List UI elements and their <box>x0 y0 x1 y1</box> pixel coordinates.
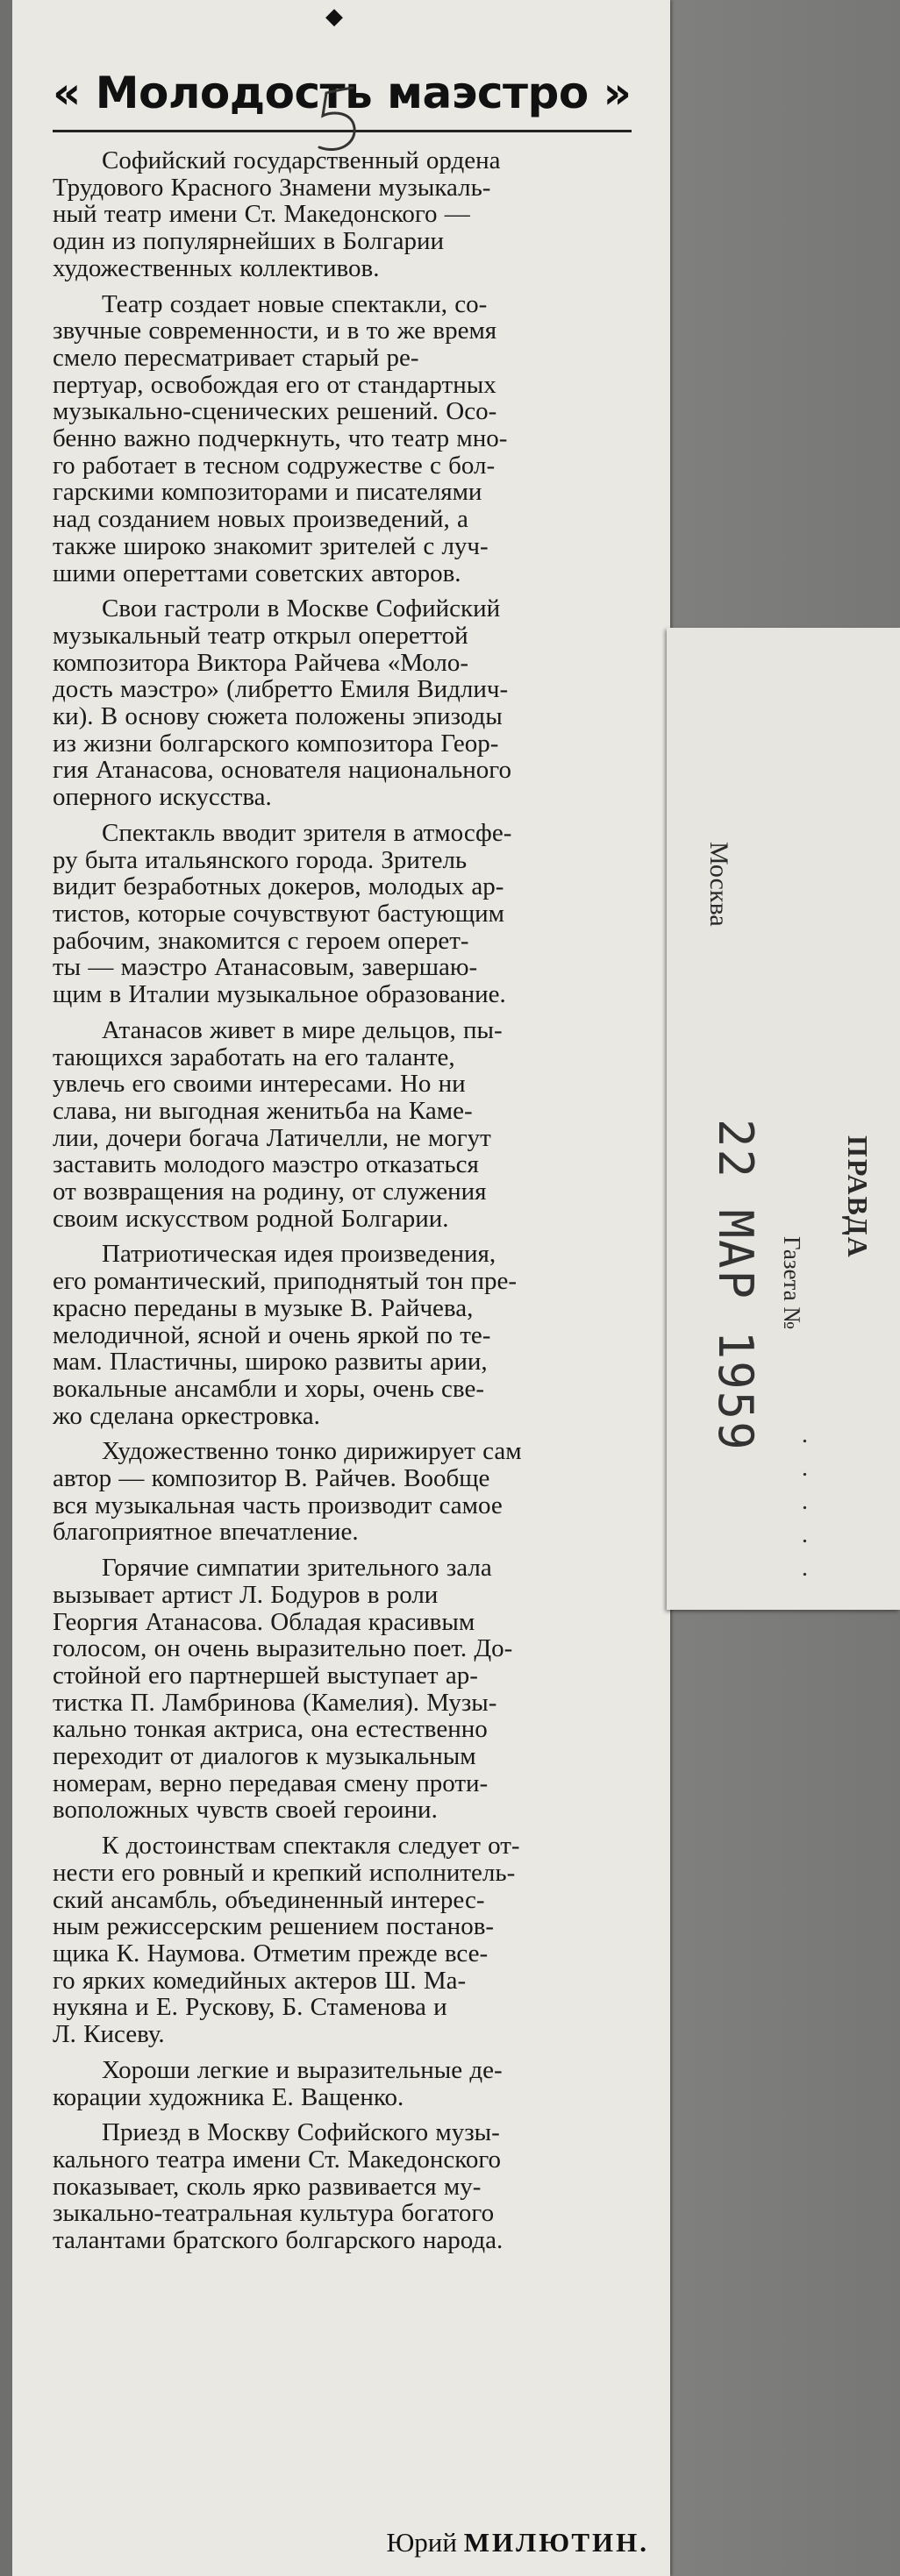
archive-stamp-card <box>667 628 900 1610</box>
article-title: « Молодость маэстро » <box>53 68 632 118</box>
article-paragraph: Приезд в Москву Софийского музы- кального театра имени Ст. Македонского показывает, сколь ярко развивается му- зыкально-театральная культура богатого талантами братского болгарского народа. <box>53 2118 504 2255</box>
article-body <box>53 147 667 2263</box>
author-first-name: Юрий <box>386 2527 457 2558</box>
author-signature <box>333 2527 649 2558</box>
article-paragraph: Свои гастроли в Москве Софийский музыкальный театр открыл опереттой композитора Виктора Райчева «Моло- дость маэстро» (либретто Емиля Видлич- ки). В основу сюжета положены эпизоды из жизни болгарского композитора Геор- гия Атанасова, основателя национального оперного искусства. <box>53 594 511 812</box>
article-paragraph: Театр создает новые спектакли, со- звучные современности, и в то же время смело пересматривает старый ре- пертуар, освобождая его от стандартных музыкально-сценических решений. Осо- бенно важно подчеркнуть, что театр мно- го работает в тесном содружестве с бол- гарскими композиторами и писателями над созданием новых произведений, а также широко знакомит зрителей с луч- шими опереттами советских авторов. <box>53 289 508 587</box>
stamp-date: 22 МАР 1959 <box>708 1119 763 1452</box>
article-paragraph: Горячие симпатии зрительного зала вызывает артист Л. Бодуров в роли Георгия Атанасова. Обладая красивым голосом, он очень выразительно поет. До- стойной его партнершей выступает ар- тистка П. Ламбринова (Камелия). Музы- кально тонкая актриса, она естественно переходит от диалогов к музыкальным номерам, верно передавая смену проти- воположных чувств своей героини. <box>53 1554 513 1825</box>
article-paragraph: К достоинствам спектакля следует от- нести его ровный и крепкий исполнитель- ский ансамбль, объединенный интерес- ным режиссерским решением постанов- щика К. Наумова. Отметим прежде все- го ярких комедийных актеров Ш. Ма- нукяна и Е. Рускову, Б. Стаменова и Л. Кисеву. <box>53 1832 520 2049</box>
article-paragraph: Хороши легкие и выразительные де- корации художника Е. Ващенко. <box>53 2055 503 2111</box>
stamp-gazeta-label: Газета № <box>779 1236 805 1330</box>
stamp-city: Москва <box>704 842 733 927</box>
stamp-dots: . . . . . <box>797 1438 825 1588</box>
article-paragraph: Патриотическая идея произведения, его романтический, приподнятый тон пре- красно переданы в музыке В. Райчева, мелодичной, ясной и очень яркой по те- мам. Пластичны, широко развиты арии, вокальные ансамбли и хоры, очень све- жо сделана оркестровка. <box>53 1240 518 1430</box>
article-paragraph: Атанасов живет в мире дельцов, пы- тающихся заработать на его таланте, увлечь его своими интересами. Но ни слава, ни выгодная женитьба на Каме- лии, дочери богача Латичелли, не могут заставить молодого маэстро отказаться от возвращения на родину, от служения своим искусством родной Болгарии. <box>53 1015 503 1233</box>
stamp-newspaper-name: ПРАВДА <box>842 1135 874 1259</box>
ornament-icon: ◆ <box>325 4 343 29</box>
article-paragraph: Спектакль вводит зрителя в атмосфе- ру быта итальянского города. Зритель видит безработных докеров, молодых ар- тистов, которые сочувствуют бастующим рабочим, знакомится с героем оперет- ты — маэстро Атанасовым, завершаю- щим в Италии музыкальное образование. <box>53 818 512 1009</box>
author-last-name: МИЛЮТИН. <box>463 2527 649 2558</box>
article-paragraph: Художественно тонко дирижирует сам автор — композитор В. Райчев. Вообще вся музыкальная часть производит самое благоприятное впечатление. <box>53 1437 522 1547</box>
article-paragraph: Софийский государственный ордена Трудового Красного Знамени музыкаль- ный театр имени Ст. Македонского — один из популярнейших в Болгарии художественных коллективов. <box>53 146 501 282</box>
